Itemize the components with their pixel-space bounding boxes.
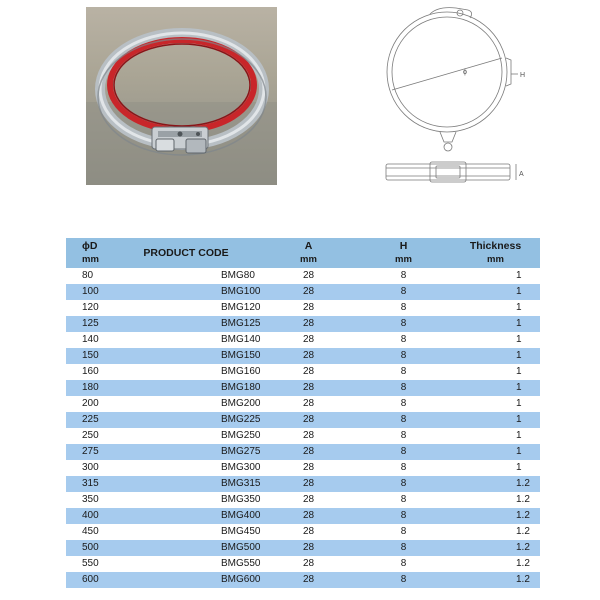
cell-thickness: 1.2 [516,494,530,505]
cell-a: 28 [302,574,315,585]
cell-h: 8 [400,270,407,281]
cell-thickness: 1 [516,462,522,473]
cell-h: 8 [400,526,407,537]
table-header [66,238,540,268]
header-thickness-label: Thickness [469,240,522,252]
cell-a: 28 [302,462,315,473]
header-thickness [451,238,540,268]
cell-h: 8 [400,446,407,457]
table-row [66,572,540,588]
cell-thickness: 1 [516,382,522,393]
cell-diameter: 140 [82,334,99,345]
table-row [66,428,540,444]
header-thickness-unit: mm [487,254,504,265]
cell-product-code: BMG400 [221,510,261,521]
cell-a: 28 [302,510,315,521]
table-row [66,380,540,396]
table-row [66,540,540,556]
clamp-photo-illustration [86,7,277,185]
cell-a: 28 [302,318,315,329]
cell-diameter: 300 [82,462,99,473]
header-h-label: H [399,240,408,252]
cell-diameter: 400 [82,510,99,521]
cell-thickness: 1 [516,302,522,313]
table-row [66,492,540,508]
cell-a: 28 [302,430,315,441]
cell-a: 28 [302,334,315,345]
table-row [66,508,540,524]
cell-a: 28 [302,494,315,505]
cell-a: 28 [302,542,315,553]
cell-product-code: BMG140 [221,334,261,345]
table-row [66,284,540,300]
a-dimension-label: A [519,171,524,178]
cell-a: 28 [302,446,315,457]
cell-diameter: 225 [82,414,99,425]
cell-thickness: 1.2 [516,478,530,489]
cell-diameter: 250 [82,430,99,441]
product-photo [86,7,277,185]
cell-a: 28 [302,478,315,489]
cell-h: 8 [400,366,407,377]
cell-diameter: 600 [82,574,99,585]
cell-product-code: BMG80 [221,270,255,281]
cell-a: 28 [302,270,315,281]
cell-thickness: 1 [516,318,522,329]
table-row [66,348,540,364]
clamp-technical-drawing [378,0,533,190]
table-row [66,556,540,572]
cell-product-code: BMG120 [221,302,261,313]
cell-diameter: 550 [82,558,99,569]
table-body [66,268,540,588]
cell-product-code: BMG250 [221,430,261,441]
cell-diameter: 500 [82,542,99,553]
header-diameter [66,238,111,268]
cell-product-code: BMG225 [221,414,261,425]
cell-product-code: BMG160 [221,366,261,377]
cell-thickness: 1 [516,430,522,441]
cell-product-code: BMG450 [221,526,261,537]
cell-diameter: 180 [82,382,99,393]
table-row [66,268,540,284]
cell-a: 28 [302,366,315,377]
header-diameter-label: ϕD [82,240,98,252]
cell-diameter: 200 [82,398,99,409]
diameter-symbol: ϕ [463,69,467,76]
cell-thickness: 1 [516,414,522,425]
table-row [66,460,540,476]
cell-h: 8 [400,462,407,473]
cell-thickness: 1.2 [516,574,530,585]
header-a-label: A [304,240,313,252]
table-row [66,476,540,492]
cell-product-code: BMG200 [221,398,261,409]
cell-thickness: 1.2 [516,510,530,521]
table-row [66,524,540,540]
cell-diameter: 275 [82,446,99,457]
cell-h: 8 [400,510,407,521]
cell-h: 8 [400,318,407,329]
table-row [66,332,540,348]
cell-a: 28 [302,398,315,409]
header-h [356,238,451,268]
cell-a: 28 [302,558,315,569]
cell-thickness: 1 [516,350,522,361]
cell-thickness: 1 [516,398,522,409]
cell-product-code: BMG300 [221,462,261,473]
cell-diameter: 100 [82,286,99,297]
cell-product-code: BMG350 [221,494,261,505]
cell-thickness: 1.2 [516,542,530,553]
header-a [261,238,356,268]
cell-a: 28 [302,350,315,361]
cell-a: 28 [302,286,315,297]
header-product-code-label: PRODUCT CODE [143,247,229,259]
cell-product-code: BMG180 [221,382,261,393]
cell-h: 8 [400,478,407,489]
cell-diameter: 125 [82,318,99,329]
cell-product-code: BMG500 [221,542,261,553]
cell-diameter: 120 [82,302,99,313]
table-row [66,300,540,316]
cell-thickness: 1 [516,334,522,345]
cell-h: 8 [400,430,407,441]
cell-h: 8 [400,302,407,313]
cell-product-code: BMG100 [221,286,261,297]
cell-h: 8 [400,382,407,393]
cell-product-code: BMG275 [221,446,261,457]
technical-drawing [378,0,533,190]
header-row [66,238,540,268]
table-row [66,444,540,460]
header-product-code [111,238,261,268]
cell-h: 8 [400,558,407,569]
cell-thickness: 1.2 [516,558,530,569]
cell-thickness: 1 [516,366,522,377]
cell-thickness: 1 [516,286,522,297]
cell-a: 28 [302,414,315,425]
cell-h: 8 [400,542,407,553]
cell-a: 28 [302,302,315,313]
cell-diameter: 150 [82,350,99,361]
cell-a: 28 [302,382,315,393]
header-diameter-unit: mm [82,254,99,265]
cell-product-code: BMG150 [221,350,261,361]
cell-a: 28 [302,526,315,537]
cell-diameter: 350 [82,494,99,505]
cell-thickness: 1 [516,270,522,281]
cell-h: 8 [400,286,407,297]
table-row [66,412,540,428]
cell-diameter: 450 [82,526,99,537]
table-row [66,364,540,380]
cell-product-code: BMG125 [221,318,261,329]
cell-h: 8 [400,334,407,345]
cell-h: 8 [400,574,407,585]
cell-diameter: 80 [82,270,94,281]
table-row [66,396,540,412]
header-h-unit: mm [395,254,412,265]
table-row [66,316,540,332]
cell-product-code: BMG315 [221,478,261,489]
cell-thickness: 1.2 [516,526,530,537]
cell-h: 8 [400,494,407,505]
cell-diameter: 160 [82,366,99,377]
cell-product-code: BMG600 [221,574,261,585]
cell-product-code: BMG550 [221,558,261,569]
h-dimension-label: H [520,72,526,79]
cell-diameter: 315 [82,478,99,489]
header-a-unit: mm [300,254,317,265]
cell-thickness: 1 [516,446,522,457]
cell-h: 8 [400,350,407,361]
cell-h: 8 [400,398,407,409]
cell-h: 8 [400,414,407,425]
specification-table [66,238,540,588]
